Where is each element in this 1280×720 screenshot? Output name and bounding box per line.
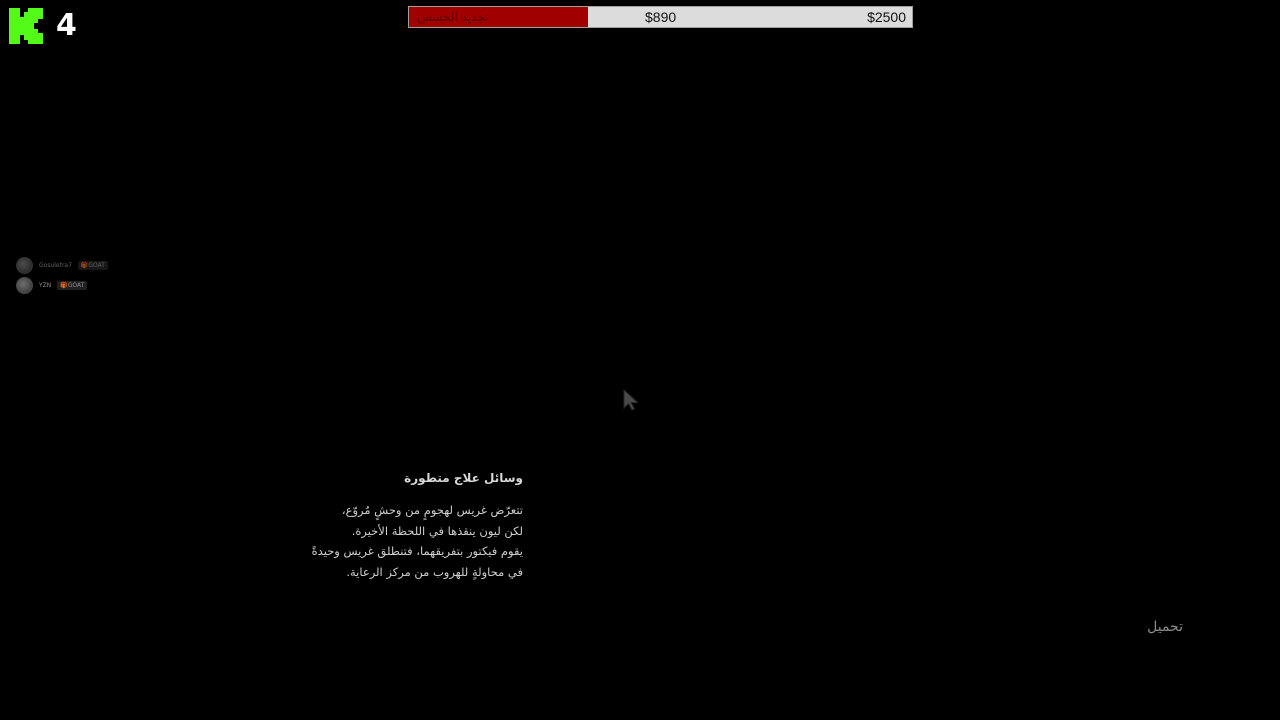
synopsis-line: تتعرّض غريس لهجومٍ من وحشٍ مُروّع، <box>341 503 523 517</box>
goal-target-amount: $2500 <box>867 9 906 25</box>
goal-label: تجديد الجسس <box>417 10 489 24</box>
donation-goal-bar <box>408 6 913 28</box>
kick-logo-icon <box>9 8 43 44</box>
chat-badge: 🎁GOAT <box>57 281 87 290</box>
avatar <box>16 277 33 294</box>
chat-username: Gosuletra7 <box>39 261 72 269</box>
chat-entry <box>16 255 108 275</box>
chat-entry <box>16 275 108 295</box>
chapter-synopsis <box>243 468 523 582</box>
loading-indicator: تحميل <box>1147 619 1183 635</box>
chat-badge: 🎁GOAT <box>78 261 108 270</box>
viewer-count: 4 <box>56 8 77 43</box>
mouse-cursor-icon <box>622 389 642 411</box>
chat-username: YZN <box>39 281 52 289</box>
goal-current-amount: $890 <box>645 9 677 25</box>
chat-overlay <box>16 255 108 295</box>
chapter-title: وسائل علاج متطورة <box>404 471 523 485</box>
avatar <box>16 257 33 274</box>
synopsis-line: يقوم فيكتور بتفريقهما، فتنطلق غريس وحيدةً <box>311 544 523 558</box>
stream-overlay-brand <box>9 8 77 44</box>
synopsis-line: لكن ليون ينقذها في اللحظة الأخيرة. <box>351 523 523 538</box>
synopsis-line: في محاولةٍ للهروب من مركز الرعاية. <box>346 564 523 579</box>
